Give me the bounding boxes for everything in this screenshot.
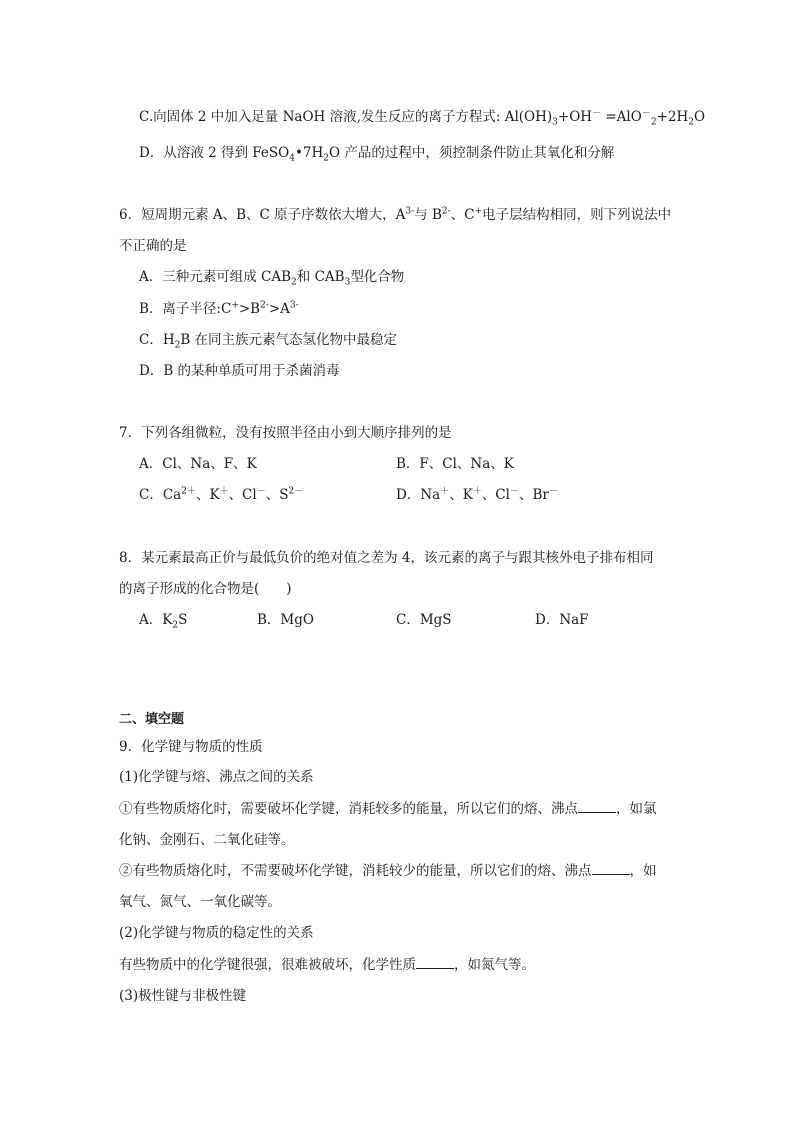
q9-part2-title: (2)化学键与物质的稳定性的关系 bbox=[119, 925, 314, 941]
q7-option-c: C．$Ca^{2+}$、K＋、Cl－、$S^{2-}$ bbox=[139, 486, 304, 503]
q7-option-a: A．Cl、Na、F、K bbox=[139, 456, 257, 472]
q8-option-d: D．NaF bbox=[535, 612, 589, 628]
q6-option-a: A．三种元素可组成 $CAB_2$和 $CAB_3$型化合物 bbox=[139, 269, 405, 288]
q9-title: 9．化学键与物质的性质 bbox=[119, 739, 263, 755]
q5-option-d: D．从溶液 2 得到 $FeSO_4•7H_2O$ 产品的过程中，须控制条件防止其氧化和分解 bbox=[139, 145, 615, 164]
answer-blank[interactable] bbox=[416, 956, 454, 969]
answer-blank[interactable] bbox=[592, 862, 630, 875]
q9-part3-title: (3)极性键与非极性键 bbox=[119, 988, 247, 1004]
q9-part1-item2-line2: 氧气、氮气、一氧化碳等。 bbox=[119, 894, 281, 910]
q6-option-b: B．离子半径$:C^+>B^{2-}>A^{3-}$ bbox=[139, 300, 299, 317]
q9-part1-item2-line1: ②有些物质熔化时，不需要破坏化学键，消耗较少的能量，所以它们的熔、沸点 ，如 bbox=[119, 863, 657, 879]
q9-part1-item1-line2: 化钠、金刚石、二氧化硅等。 bbox=[119, 832, 295, 848]
q5-option-c: C.向固体 2 中加入足量 NaOH 溶液,发生反应的离子方程式: $Al(OH)_3+OH^- =AlO^-_2+2H_2O$ bbox=[139, 108, 706, 128]
q6-stem-line1: 6．短周期元素 A、B、C 原子序数依大增大，$A^{3-}$与 $B^{2-}$、C+电子层结构相同，则下列说法中 bbox=[119, 206, 672, 223]
section-heading: 二、填空题 bbox=[119, 712, 185, 727]
q6-stem-line2: 不正确的是 bbox=[119, 238, 187, 254]
q8-stem-line2: 的离子形成的化合物是( ) bbox=[119, 581, 292, 597]
answer-blank[interactable] bbox=[578, 800, 616, 813]
q6-option-c: C．$H_2B$ 在同主族元素气态氢化物中最稳定 bbox=[139, 332, 398, 351]
q8-option-c: C．MgS bbox=[396, 612, 452, 628]
q7-option-d: D．Na＋、K＋、Cl－、Br－ bbox=[396, 486, 558, 503]
q8-option-a: A．$K_2S$ bbox=[139, 612, 188, 631]
q7-stem: 7．下列各组微粒，没有按照半径由小到大顺序排列的是 bbox=[119, 425, 452, 441]
q8-stem-line1: 8．某元素最高正价与最低负价的绝对值之差为 4，该元素的离子与跟其核外电子排布相同 bbox=[119, 550, 654, 566]
q8-option-b: B．MgO bbox=[257, 612, 314, 628]
q6-option-d: D．B 的某种单质可用于杀菌消毒 bbox=[139, 363, 340, 379]
q7-option-b: B．F、Cl、Na、K bbox=[396, 456, 514, 472]
q9-part1-item1-line1: ①有些物质熔化时，需要破坏化学键，消耗较多的能量，所以它们的熔、沸点 ，如氯 bbox=[119, 801, 657, 817]
q9-part1-title: (1)化学键与熔、沸点之间的关系 bbox=[119, 769, 314, 785]
q9-part2-line1: 有些物质中的化学键很强，很难被破坏，化学性质 ，如氮气等。 bbox=[119, 957, 535, 973]
